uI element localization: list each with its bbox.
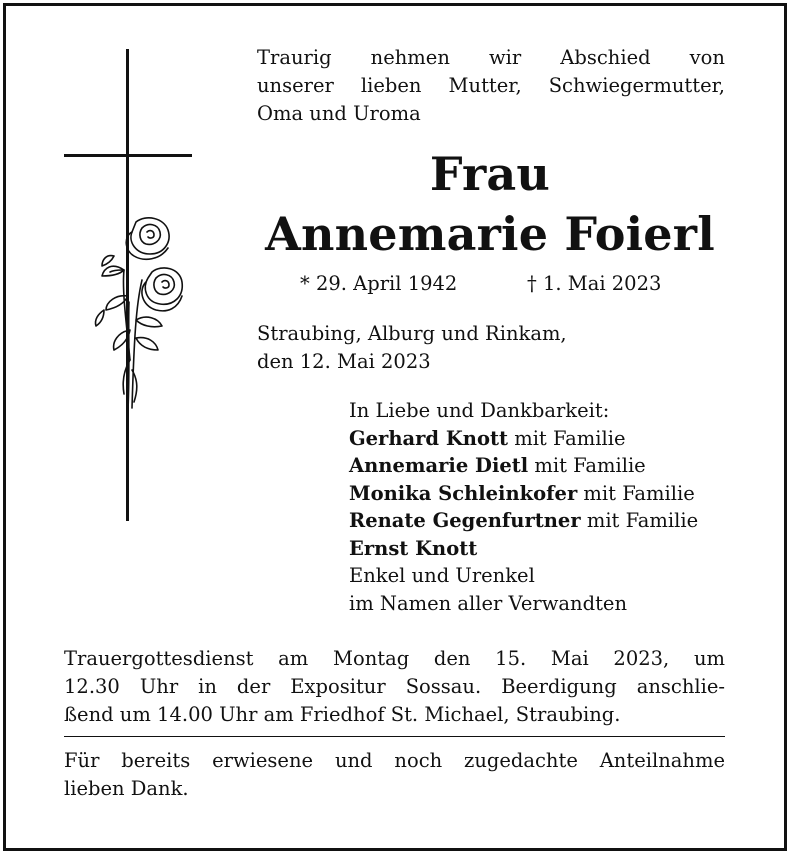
mourners-list <box>349 397 698 617</box>
roses-icon <box>84 210 194 415</box>
deceased-title: Frau <box>429 147 551 201</box>
mourner-name: Ernst Knott <box>349 536 478 560</box>
mourner-name: Gerhard Knott <box>349 426 508 450</box>
thanks-text <box>64 747 725 803</box>
intro-line: Oma und Uroma <box>257 102 421 125</box>
mourner-entry <box>349 452 698 480</box>
mourner-suffix: mit Familie <box>508 426 626 450</box>
cross-beam <box>64 154 192 157</box>
mourner-name: Renate Gegenfurtner <box>349 509 581 532</box>
deceased-name: Annemarie Foierl <box>265 207 715 261</box>
mourner-suffix: mit Familie <box>577 481 695 505</box>
date-line: den 12. Mai 2023 <box>257 350 431 373</box>
service-line: Trauergottesdienst am Montag den 15. Mai 2023, um <box>64 647 725 670</box>
service-line: 12.30 Uhr in der Expositur Sossau. Beerdigung anschlie- <box>64 675 725 698</box>
service-text <box>64 645 725 729</box>
mourner-entry <box>349 535 698 563</box>
mourner-entry <box>349 507 698 535</box>
intro-line: Traurig nehmen wir Abschied von <box>257 46 725 69</box>
divider <box>64 736 725 737</box>
mourner-name: Annemarie Dietl <box>349 454 529 477</box>
intro-text <box>257 44 725 128</box>
mourner-suffix: mit Familie <box>528 454 646 477</box>
death-date: † 1. Mai 2023 <box>527 272 662 295</box>
thanks-line: lieben Dank. <box>64 777 189 800</box>
service-line: ßend um 14.00 Uhr am Friedhof St. Michael, Straubing. <box>64 703 621 726</box>
mourner-entry <box>349 425 698 453</box>
mourners-extra: im Namen aller Verwandten <box>349 591 628 615</box>
mourner-suffix: mit Familie <box>580 509 699 532</box>
birth-date: * 29. April 1942 <box>300 272 458 295</box>
intro-line: unserer lieben Mutter, Schwiegermutter, <box>257 74 725 97</box>
mourners-heading: In Liebe und Dankbarkeit: <box>349 399 610 422</box>
place-line: Straubing, Alburg und Rinkam, <box>257 322 567 345</box>
thanks-line: Für bereits erwiesene und noch zugedachte Anteilnahme <box>64 749 725 772</box>
place-date <box>257 320 567 376</box>
mourner-name: Monika Schleinkofer <box>349 481 578 505</box>
mourners-extra: Enkel und Urenkel <box>349 564 535 587</box>
mourner-entry <box>349 480 698 508</box>
